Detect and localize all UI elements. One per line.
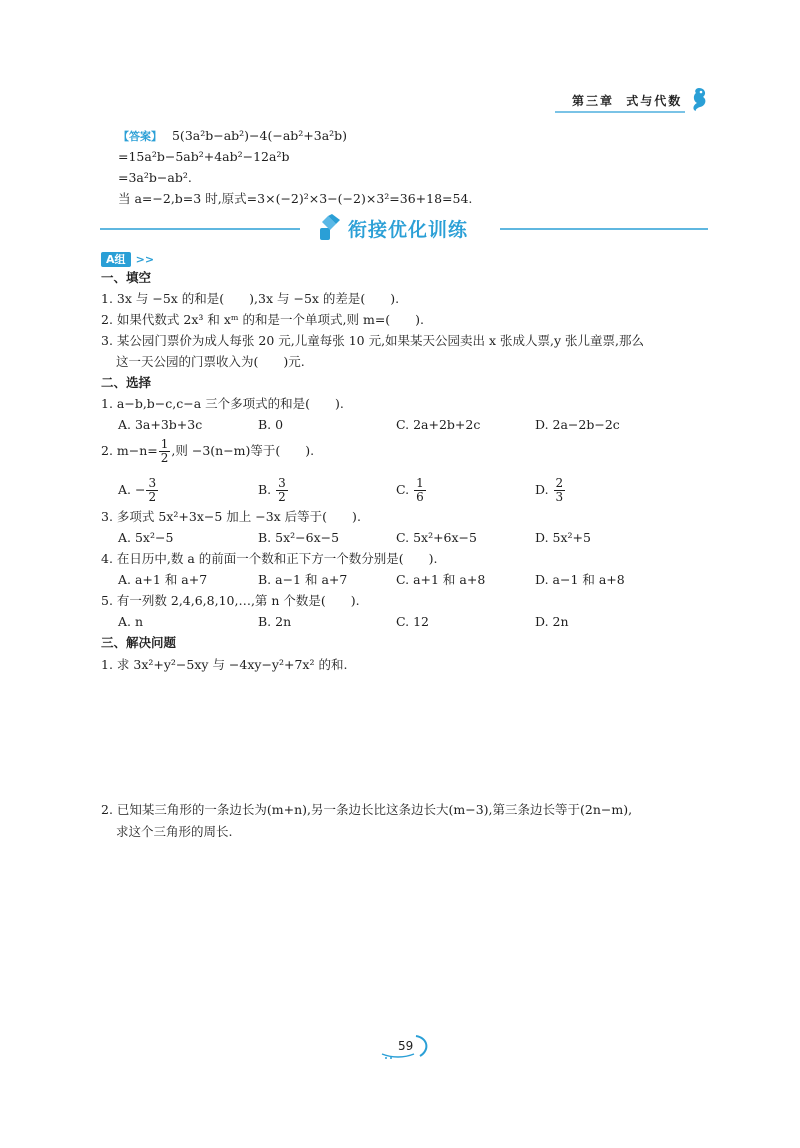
- part2-q5-option-a: A. n: [118, 614, 144, 629]
- part2-q4-option-c: C. a+1 和 a+8: [396, 572, 486, 587]
- part2-q1-option-d: D. 2a−2b−2c: [535, 417, 620, 432]
- chapter-title: 式与代数: [626, 94, 683, 108]
- part2-q1-option-b: B. 0: [258, 417, 284, 432]
- chapter-label: 第三章: [572, 94, 615, 108]
- part1-heading: 一、填空: [101, 270, 152, 285]
- part2-q3-option-b: B. 5x²−6x−5: [258, 530, 340, 545]
- group-label: A组: [101, 252, 131, 267]
- part2-q5-option-b: B. 2n: [258, 614, 292, 629]
- part2-q2-option-c: C. $\frac{1}{6}$: [396, 476, 424, 504]
- part2-q1-option-a: A. 3a+3b+3c: [118, 417, 203, 432]
- part2-q2-option-d: D. $\frac{2}{3}$: [535, 476, 564, 504]
- part2-q2-option-b: B. $\frac{3}{2}$: [258, 476, 286, 504]
- part2-q3-stem: 3. 多项式 5x²+3x−5 加上 −3x 后等于( ).: [101, 509, 361, 524]
- part3-heading: 三、解决问题: [101, 635, 177, 650]
- part1-q2: 2. 如果代数式 2x³ 和 xᵐ 的和是一个单项式,则 m=( ).: [101, 312, 425, 327]
- answer-line-4: 当 a=−2,b=3 时,原式=3×(−2)²×3−(−2)×3²=36+18=54.: [118, 191, 473, 206]
- part2-q4-option-d: D. a−1 和 a+8: [535, 572, 625, 587]
- part2-q5-option-c: C. 12: [396, 614, 429, 629]
- header-underline: [555, 108, 715, 116]
- part2-q4-option-a: A. a+1 和 a+7: [118, 572, 208, 587]
- part2-q4-stem: 4. 在日历中,数 a 的前面一个数和正下方一个数分别是( ).: [101, 551, 438, 566]
- section-title: 衔接优化训练: [348, 219, 469, 241]
- part2-q5-option-d: D. 2n: [535, 614, 569, 629]
- part2-q1-option-c: C. 2a+2b+2c: [396, 417, 481, 432]
- part2-q3-option-a: A. 5x²−5: [118, 530, 174, 545]
- group-arrow: >>: [135, 253, 155, 266]
- part2-heading: 二、选择: [101, 375, 152, 390]
- part1-q3-line1: 3. 某公园门票价为成人每张 20 元,儿童每张 10 元,如果某天公园卖出 x 张成人票,y 张儿童票,那么: [101, 333, 645, 348]
- part3-q2-line2: 求这个三角形的周长.: [116, 824, 233, 839]
- part3-q1: 1. 求 3x²+y²−5xy 与 −4xy−y²+7x² 的和.: [101, 657, 348, 672]
- part3-q2-line1: 2. 已知某三角形的一条边长为(m+n),另一条边长比这条边长大(m−3),第三条边长等于(2n−m),: [101, 802, 633, 817]
- part2-q3-option-d: D. 5x²+5: [535, 530, 591, 545]
- part1-q3-line2: 这一天公园的门票收入为( )元.: [116, 354, 305, 369]
- part2-q4-option-b: B. a−1 和 a+7: [258, 572, 348, 587]
- answer-line-1: 【答案】 5(3a²b−ab²)−4(−ab²+3a²b): [118, 128, 348, 143]
- answer-tag: 【答案】: [118, 130, 162, 143]
- answer-line-2: =15a²b−5ab²+4ab²−12a²b: [118, 149, 290, 164]
- group-badge: [101, 248, 154, 267]
- part1-q1: 1. 3x 与 −5x 的和是( ),3x 与 −5x 的差是( ).: [101, 291, 400, 306]
- part2-q2-stem: 2. m−n= $\frac{1}{2}$ ,则 −3(n−m)等于( ).: [101, 437, 315, 465]
- pencil-icon: [316, 214, 342, 242]
- part2-q5-stem: 5. 有一列数 2,4,6,8,10,…,第 n 个数是( ).: [101, 593, 360, 608]
- part2-q3-option-c: C. 5x²+6x−5: [396, 530, 477, 545]
- part2-q1-stem: 1. a−b,b−c,c−a 三个多项式的和是( ).: [101, 396, 344, 411]
- frac-half: $\frac{1}{2}$: [160, 437, 169, 465]
- answer-line-3: =3a²b−ab².: [118, 170, 192, 185]
- part2-q2-option-a: A. − $\frac{3}{2}$: [118, 476, 157, 504]
- chapter-header: [572, 92, 682, 109]
- page-number: 59: [398, 1039, 414, 1053]
